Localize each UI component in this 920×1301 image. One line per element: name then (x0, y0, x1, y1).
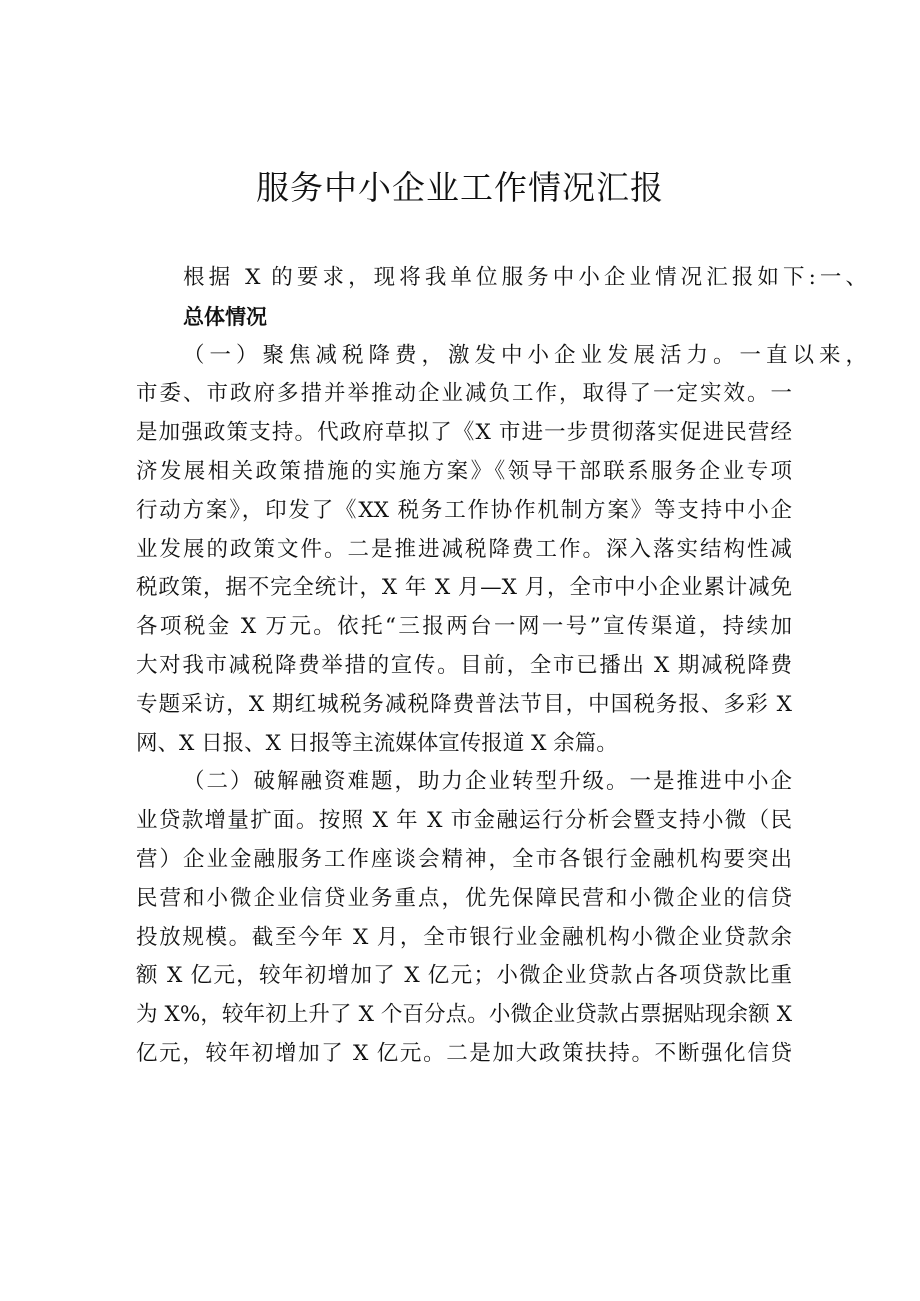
paragraph-line: （二）破解融资难题，助力企业转型升级。一是推进中小企 (183, 769, 792, 795)
paragraph-line: 大对我市减税降费举措的宣传。目前，全市已播出 X 期减税降费 (136, 652, 792, 678)
paragraph-1 (136, 337, 867, 764)
paragraph-line: 各项税金 X 万元。依托“三报两台一网一号”宣传渠道，持续加 (136, 614, 792, 640)
paragraph-line: 额 X 亿元，较年初增加了 X 亿元；小微企业贷款占各项贷款比重 (136, 963, 792, 989)
paragraph-line: （一）聚焦减税降费，激发中小企业发展活力。一直以来， (183, 342, 867, 368)
section-heading: 总体情况 (183, 304, 267, 329)
paragraph-line: 是加强政策支持。代政府草拟了《X 市进一步贯彻落实促进民营经 (136, 420, 792, 446)
paragraph-line: 为 X%，较年初上升了 X 个百分点。小微企业贷款占票据贴现余额 X (136, 1002, 792, 1028)
paragraph-line: 税政策，据不完全统计，X 年 X 月—X 月，全市中小企业累计减免 (136, 575, 792, 601)
paragraph-line: 专题采访，X 期红城税务减税降费普法节目，中国税务报、多彩 X (136, 691, 792, 717)
paragraph-line: 市委、市政府多措并举推动企业减负工作，取得了一定实效。一 (136, 381, 792, 407)
intro-line: 根据 X 的要求，现将我单位服务中小企业情况汇报如下:一、 (183, 265, 867, 290)
document-title: 服务中小企业工作情况汇报 (256, 168, 664, 207)
paragraph-line: 营）企业金融服务工作座谈会精神，全市各银行金融机构要突出 (136, 846, 792, 872)
paragraph-line: 业发展的政策文件。二是推进减税降费工作。深入落实结构性减 (136, 536, 792, 562)
paragraph-2 (136, 763, 792, 1073)
paragraph-line: 投放规模。截至今年 X 月，全市银行业金融机构小微企业贷款余 (136, 924, 792, 950)
paragraph-line: 亿元，较年初增加了 X 亿元。二是加大政策扶持。不断强化信贷 (136, 1040, 792, 1066)
document-body (136, 259, 867, 1074)
paragraph-line: 行动方案》，印发了《XX 税务工作协作机制方案》等支持中小企 (136, 497, 792, 523)
paragraph-line: 济发展相关政策措施的实施方案》《领导干部联系服务企业专项 (136, 458, 792, 484)
paragraph-line: 网、X 日报、X 日报等主流媒体宣传报道 X 余篇。 (136, 730, 618, 756)
paragraph-line: 民营和小微企业信贷业务重点，优先保障民营和小微企业的信贷 (136, 885, 792, 911)
paragraph-line: 业贷款增量扩面。按照 X 年 X 市金融运行分析会暨支持小微（民 (136, 808, 792, 834)
